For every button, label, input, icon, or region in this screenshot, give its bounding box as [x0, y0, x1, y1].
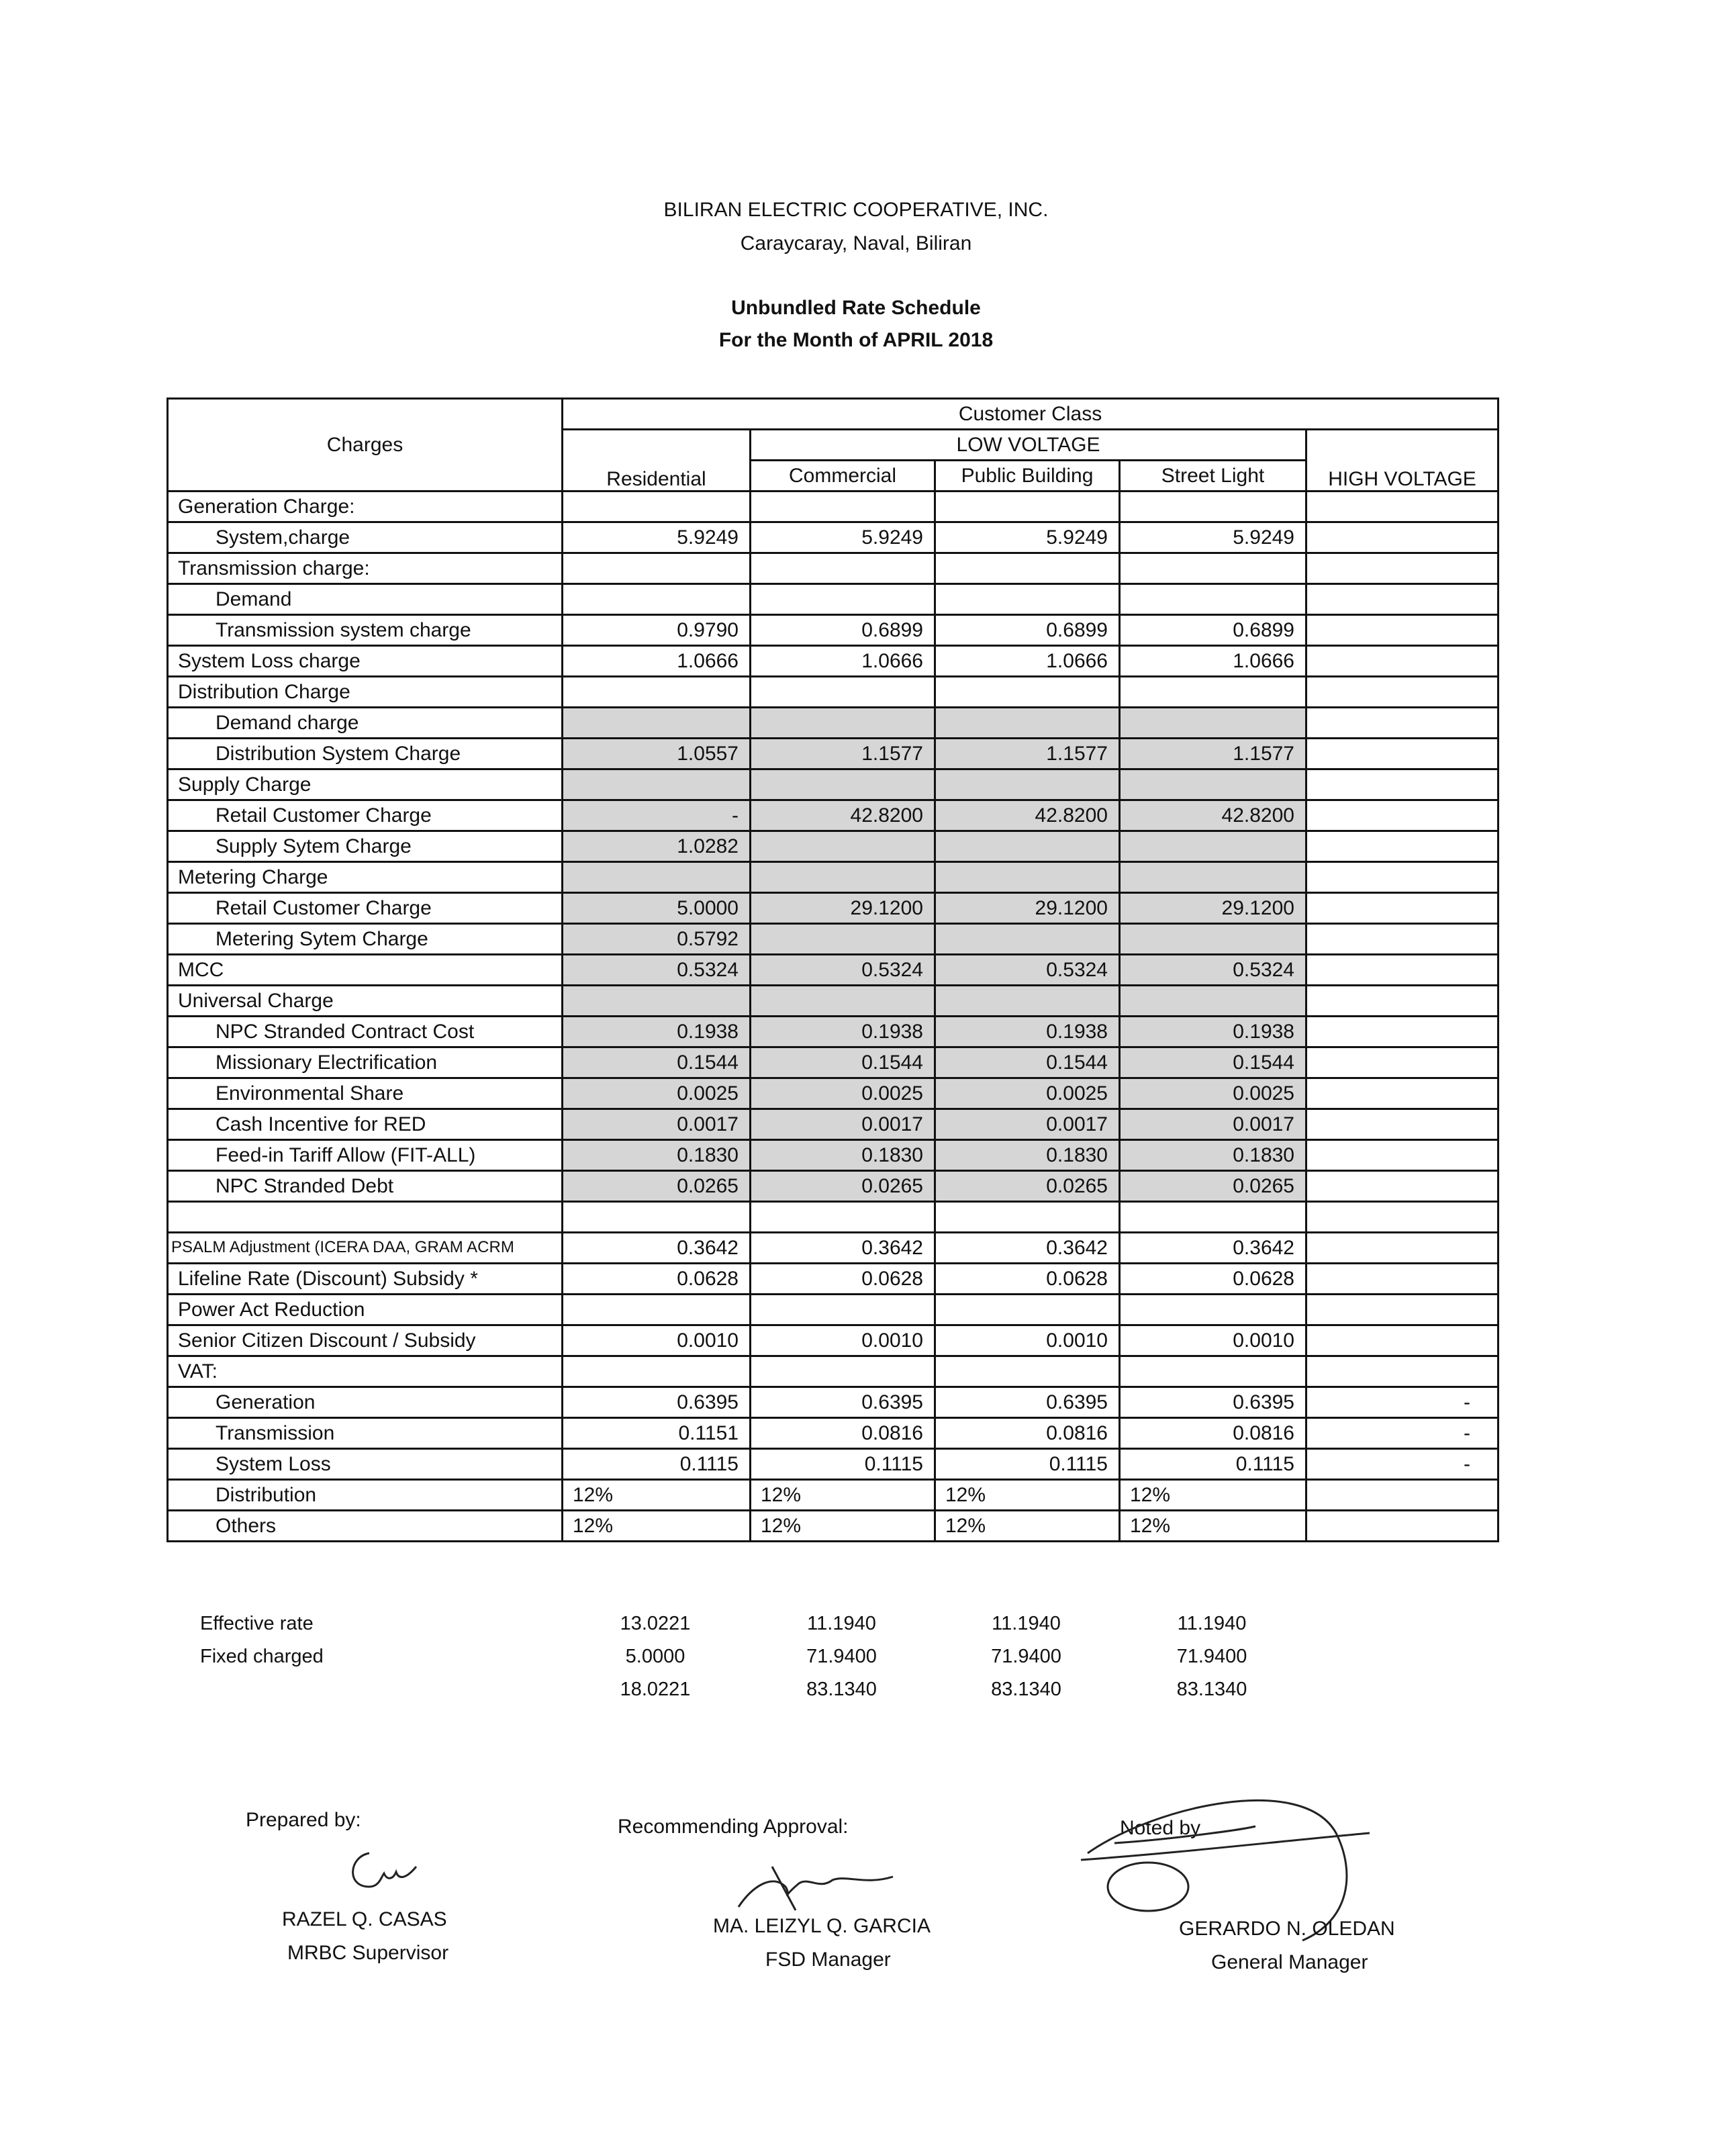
- rate-cell-public-building: 12%: [935, 1480, 1120, 1511]
- table-row: [168, 553, 1499, 584]
- rate-cell-residential: -: [563, 800, 751, 831]
- rate-cell-public-building: 0.1830: [935, 1140, 1120, 1171]
- rate-cell-street-light: 0.0816: [1120, 1418, 1306, 1449]
- rate-cell-public-building: 1.1577: [935, 739, 1120, 769]
- rate-cell-high-voltage: -: [1306, 1449, 1499, 1480]
- charge-label: VAT:: [168, 1356, 563, 1387]
- rate-cell-public-building: 0.0816: [935, 1418, 1120, 1449]
- rate-cell-street-light: [1120, 584, 1306, 615]
- organization-address: Caraycaray, Naval, Biliran: [740, 232, 972, 254]
- rate-cell-street-light: [1120, 862, 1306, 893]
- table-row: [168, 831, 1499, 862]
- table-row: [168, 1109, 1499, 1140]
- header-row-1: [168, 399, 1499, 430]
- charge-label: Retail Customer Charge: [168, 800, 563, 831]
- charge-label: Metering Charge: [168, 862, 563, 893]
- rate-schedule-table: [167, 397, 1499, 1542]
- table-row: [168, 1356, 1499, 1387]
- recommending-approval-position: FSD Manager: [765, 1949, 891, 1971]
- rate-cell-residential: 0.0017: [563, 1109, 751, 1140]
- rate-cell-high-voltage: [1306, 1325, 1499, 1356]
- table-row: [168, 584, 1499, 615]
- effective-street-light: 11.1940: [1177, 1613, 1247, 1634]
- rate-cell-street-light: 5.9249: [1120, 522, 1306, 553]
- fixed-high-voltage: [1305, 1640, 1497, 1673]
- rate-cell-high-voltage: [1306, 1295, 1499, 1325]
- rate-cell-high-voltage: [1306, 677, 1499, 708]
- rate-cell-street-light: 42.8200: [1120, 800, 1306, 831]
- rate-cell-residential: 0.0010: [563, 1325, 751, 1356]
- noted-by-position: General Manager: [1211, 1951, 1368, 1973]
- rate-cell-public-building: [935, 1202, 1120, 1233]
- rate-cell-commercial: [751, 924, 935, 955]
- rate-cell-street-light: 0.5324: [1120, 955, 1306, 986]
- charge-label: Lifeline Rate (Discount) Subsidy *: [168, 1264, 563, 1295]
- rate-cell-commercial: [751, 831, 935, 862]
- rate-cell-residential: 0.5792: [563, 924, 751, 955]
- total-commercial: 83.1340: [806, 1679, 877, 1700]
- noted-by-name: GERARDO N. OLEDAN: [1179, 1918, 1395, 1940]
- rate-cell-high-voltage: [1306, 1233, 1499, 1264]
- rate-cell-high-voltage: [1306, 1017, 1499, 1047]
- rate-cell-street-light: [1120, 831, 1306, 862]
- rate-cell-public-building: [935, 986, 1120, 1017]
- charge-label: Generation: [168, 1387, 563, 1418]
- rate-cell-public-building: 0.1938: [935, 1017, 1120, 1047]
- rate-cell-public-building: 0.0025: [935, 1078, 1120, 1109]
- fixed-charge-label: Fixed charged: [200, 1646, 324, 1667]
- table-row: [168, 708, 1499, 739]
- charge-label: Retail Customer Charge: [168, 893, 563, 924]
- rate-cell-street-light: 0.1938: [1120, 1017, 1306, 1047]
- charge-label: Cash Incentive for RED: [168, 1109, 563, 1140]
- rate-cell-public-building: [935, 862, 1120, 893]
- prepared-signature: [342, 1840, 436, 1900]
- rate-cell-public-building: 42.8200: [935, 800, 1120, 831]
- rate-cell-high-voltage: [1306, 1511, 1499, 1542]
- rate-cell-street-light: 12%: [1120, 1480, 1306, 1511]
- rate-cell-high-voltage: [1306, 615, 1499, 646]
- rate-cell-street-light: 1.1577: [1120, 739, 1306, 769]
- table-row: [168, 1078, 1499, 1109]
- rate-cell-high-voltage: [1306, 831, 1499, 862]
- rate-cell-high-voltage: [1306, 800, 1499, 831]
- effective-rate-label: Effective rate: [200, 1613, 314, 1634]
- rate-cell-public-building: 12%: [935, 1511, 1120, 1542]
- low-voltage-header: LOW VOLTAGE: [751, 430, 1306, 461]
- rate-cell-high-voltage: [1306, 1109, 1499, 1140]
- charge-label: Universal Charge: [168, 986, 563, 1017]
- charge-label: NPC Stranded Contract Cost: [168, 1017, 563, 1047]
- rate-cell-street-light: 0.1830: [1120, 1140, 1306, 1171]
- total-row: [167, 1673, 1497, 1706]
- rate-cell-residential: [563, 986, 751, 1017]
- rate-cell-high-voltage: -: [1306, 1418, 1499, 1449]
- rate-cell-street-light: [1120, 924, 1306, 955]
- rate-cell-residential: [563, 862, 751, 893]
- rate-cell-public-building: 0.1115: [935, 1449, 1120, 1480]
- table-row: [168, 522, 1499, 553]
- charge-label: Environmental Share: [168, 1078, 563, 1109]
- document-title: Unbundled Rate Schedule: [731, 297, 981, 319]
- charge-label: Demand charge: [168, 708, 563, 739]
- rate-cell-public-building: [935, 553, 1120, 584]
- rate-cell-residential: 0.3642: [563, 1233, 751, 1264]
- column-header-street-light: Street Light: [1120, 461, 1306, 491]
- rate-cell-residential: 1.0666: [563, 646, 751, 677]
- rate-cell-high-voltage: [1306, 1047, 1499, 1078]
- rate-cell-high-voltage: [1306, 986, 1499, 1017]
- table-row: [168, 615, 1499, 646]
- rate-cell-residential: 0.0628: [563, 1264, 751, 1295]
- charge-label: System Loss: [168, 1449, 563, 1480]
- charge-label: Distribution Charge: [168, 677, 563, 708]
- rate-cell-high-voltage: [1306, 491, 1499, 522]
- rate-cell-commercial: 0.3642: [751, 1233, 935, 1264]
- rate-cell-residential: 0.9790: [563, 615, 751, 646]
- rate-cell-commercial: 0.1830: [751, 1140, 935, 1171]
- noted-by-label: Noted by: [1120, 1817, 1201, 1839]
- charge-label: Generation Charge:: [168, 491, 563, 522]
- rate-cell-commercial: [751, 1356, 935, 1387]
- table-row: [168, 1171, 1499, 1202]
- organization-name: BILIRAN ELECTRIC COOPERATIVE, INC.: [663, 199, 1049, 221]
- high-voltage-header: HIGH VOLTAGE: [1306, 430, 1499, 491]
- rate-cell-public-building: [935, 677, 1120, 708]
- table-row: [168, 1325, 1499, 1356]
- table-row: [168, 1140, 1499, 1171]
- table-row: [168, 893, 1499, 924]
- rate-cell-high-voltage: [1306, 646, 1499, 677]
- rate-cell-high-voltage: [1306, 862, 1499, 893]
- total-label: [167, 1673, 561, 1706]
- document-subtitle: For the Month of APRIL 2018: [718, 329, 994, 351]
- column-header-residential: Residential: [563, 430, 751, 491]
- rate-cell-residential: [563, 677, 751, 708]
- rate-cell-commercial: 0.6395: [751, 1387, 935, 1418]
- rate-cell-public-building: 0.6899: [935, 615, 1120, 646]
- rate-cell-commercial: 0.0265: [751, 1171, 935, 1202]
- fixed-public-building: 71.9400: [991, 1646, 1061, 1667]
- rate-cell-commercial: 0.0816: [751, 1418, 935, 1449]
- charge-label: Transmission charge:: [168, 553, 563, 584]
- charge-label: Others: [168, 1511, 563, 1542]
- rate-cell-residential: [563, 553, 751, 584]
- rate-cell-street-light: [1120, 769, 1306, 800]
- rate-cell-street-light: 0.1544: [1120, 1047, 1306, 1078]
- charge-label: System,charge: [168, 522, 563, 553]
- table-row: [168, 1511, 1499, 1542]
- rate-cell-residential: 0.1544: [563, 1047, 751, 1078]
- effective-high-voltage: [1305, 1607, 1497, 1640]
- rate-cell-public-building: 0.0265: [935, 1171, 1120, 1202]
- rate-cell-street-light: [1120, 1356, 1306, 1387]
- rate-cell-commercial: [751, 1202, 935, 1233]
- rate-cell-commercial: 0.0025: [751, 1078, 935, 1109]
- rate-cell-commercial: 29.1200: [751, 893, 935, 924]
- rate-cell-street-light: 0.1115: [1120, 1449, 1306, 1480]
- rate-cell-commercial: 12%: [751, 1480, 935, 1511]
- rate-cell-street-light: [1120, 677, 1306, 708]
- charge-label: Power Act Reduction: [168, 1295, 563, 1325]
- charge-label: Senior Citizen Discount / Subsidy: [168, 1325, 563, 1356]
- charge-label: Supply Charge: [168, 769, 563, 800]
- rate-cell-commercial: 1.0666: [751, 646, 935, 677]
- rate-table-body: [168, 491, 1499, 1542]
- charges-header: Charges: [168, 399, 563, 491]
- rate-cell-commercial: 42.8200: [751, 800, 935, 831]
- rate-cell-public-building: 0.6395: [935, 1387, 1120, 1418]
- rate-cell-public-building: 5.9249: [935, 522, 1120, 553]
- rate-cell-commercial: 0.0017: [751, 1109, 935, 1140]
- total-public-building: 83.1340: [991, 1679, 1061, 1700]
- charge-label: Transmission: [168, 1418, 563, 1449]
- rate-cell-commercial: 0.1115: [751, 1449, 935, 1480]
- rate-cell-residential: 0.1115: [563, 1449, 751, 1480]
- charge-label: Transmission system charge: [168, 615, 563, 646]
- rate-cell-residential: 0.1938: [563, 1017, 751, 1047]
- customer-class-header: Customer Class: [563, 399, 1499, 430]
- rate-cell-commercial: 12%: [751, 1511, 935, 1542]
- charge-label: Distribution: [168, 1480, 563, 1511]
- table-row: [168, 677, 1499, 708]
- rate-cell-commercial: [751, 862, 935, 893]
- table-row: [168, 986, 1499, 1017]
- rate-cell-residential: 1.0282: [563, 831, 751, 862]
- table-row: [168, 1202, 1499, 1233]
- rate-cell-commercial: [751, 769, 935, 800]
- rate-cell-public-building: [935, 584, 1120, 615]
- rate-cell-residential: [563, 708, 751, 739]
- charge-label: System Loss charge: [168, 646, 563, 677]
- rate-cell-high-voltage: [1306, 1140, 1499, 1171]
- rate-cell-high-voltage: [1306, 1202, 1499, 1233]
- charge-label: NPC Stranded Debt: [168, 1171, 563, 1202]
- rate-cell-street-light: 0.0628: [1120, 1264, 1306, 1295]
- charge-label: [168, 1202, 563, 1233]
- rate-cell-commercial: [751, 584, 935, 615]
- rate-cell-street-light: 0.0010: [1120, 1325, 1306, 1356]
- column-header-public-building: Public Building: [935, 461, 1120, 491]
- prepared-by-label: Prepared by:: [246, 1809, 361, 1831]
- rate-cell-commercial: 0.1938: [751, 1017, 935, 1047]
- rate-cell-street-light: [1120, 491, 1306, 522]
- rate-cell-street-light: 0.6899: [1120, 615, 1306, 646]
- rate-cell-public-building: [935, 769, 1120, 800]
- rate-cell-high-voltage: [1306, 1171, 1499, 1202]
- table-row: [168, 1047, 1499, 1078]
- rate-cell-commercial: [751, 708, 935, 739]
- fixed-residential: 5.0000: [625, 1646, 685, 1667]
- rate-cell-high-voltage: [1306, 739, 1499, 769]
- rate-cell-street-light: 0.6395: [1120, 1387, 1306, 1418]
- recommending-approval-label: Recommending Approval:: [618, 1816, 849, 1838]
- rate-cell-public-building: 0.3642: [935, 1233, 1120, 1264]
- rate-cell-commercial: 0.6899: [751, 615, 935, 646]
- rate-cell-public-building: [935, 708, 1120, 739]
- total-street-light: 83.1340: [1176, 1679, 1247, 1700]
- rate-cell-street-light: [1120, 708, 1306, 739]
- rate-cell-residential: [563, 584, 751, 615]
- rate-cell-street-light: 29.1200: [1120, 893, 1306, 924]
- table-row: [168, 924, 1499, 955]
- rate-cell-street-light: [1120, 986, 1306, 1017]
- rate-cell-high-voltage: [1306, 708, 1499, 739]
- rate-cell-residential: 5.0000: [563, 893, 751, 924]
- table-row: [168, 800, 1499, 831]
- effective-rate-row: [167, 1607, 1497, 1640]
- rate-cell-high-voltage: [1306, 769, 1499, 800]
- rate-cell-public-building: [935, 491, 1120, 522]
- rate-cell-high-voltage: [1306, 1480, 1499, 1511]
- rate-cell-residential: 0.0265: [563, 1171, 751, 1202]
- fixed-street-light: 71.9400: [1176, 1646, 1247, 1667]
- rate-cell-commercial: 0.5324: [751, 955, 935, 986]
- rate-cell-public-building: [935, 1356, 1120, 1387]
- charge-label: Demand: [168, 584, 563, 615]
- rate-cell-residential: [563, 1202, 751, 1233]
- rate-cell-residential: [563, 769, 751, 800]
- rate-cell-street-light: [1120, 1295, 1306, 1325]
- table-row: [168, 769, 1499, 800]
- rate-cell-high-voltage: [1306, 924, 1499, 955]
- rate-cell-public-building: 0.5324: [935, 955, 1120, 986]
- rate-cell-commercial: 0.0628: [751, 1264, 935, 1295]
- rate-cell-residential: 5.9249: [563, 522, 751, 553]
- rate-cell-residential: [563, 491, 751, 522]
- rate-cell-public-building: 0.0017: [935, 1109, 1120, 1140]
- charge-label: Distribution System Charge: [168, 739, 563, 769]
- rate-cell-high-voltage: [1306, 553, 1499, 584]
- rate-cell-commercial: 0.1544: [751, 1047, 935, 1078]
- effective-public-building: 11.1940: [992, 1613, 1061, 1634]
- prepared-by-position: MRBC Supervisor: [287, 1942, 449, 1964]
- rate-cell-public-building: 29.1200: [935, 893, 1120, 924]
- rate-cell-high-voltage: [1306, 955, 1499, 986]
- rate-cell-commercial: [751, 491, 935, 522]
- rate-cell-residential: 0.0025: [563, 1078, 751, 1109]
- rate-cell-residential: 12%: [563, 1511, 751, 1542]
- charge-label: Missionary Electrification: [168, 1047, 563, 1078]
- column-header-commercial: Commercial: [751, 461, 935, 491]
- table-row: [168, 1449, 1499, 1480]
- table-row: [168, 646, 1499, 677]
- rate-cell-residential: 1.0557: [563, 739, 751, 769]
- table-row: [168, 491, 1499, 522]
- rate-cell-commercial: 0.0010: [751, 1325, 935, 1356]
- effective-residential: 13.0221: [620, 1613, 691, 1634]
- rate-cell-public-building: [935, 1295, 1120, 1325]
- rate-cell-residential: 0.1830: [563, 1140, 751, 1171]
- prepared-by-name: RAZEL Q. CASAS: [282, 1908, 447, 1930]
- table-row: [168, 1295, 1499, 1325]
- table-row: [168, 955, 1499, 986]
- rate-cell-street-light: 12%: [1120, 1511, 1306, 1542]
- rate-cell-commercial: [751, 553, 935, 584]
- rate-cell-commercial: [751, 986, 935, 1017]
- charge-label: Feed-in Tariff Allow (FIT-ALL): [168, 1140, 563, 1171]
- table-row: [168, 862, 1499, 893]
- charge-label: Supply Sytem Charge: [168, 831, 563, 862]
- rate-cell-residential: 0.6395: [563, 1387, 751, 1418]
- rate-cell-street-light: 0.3642: [1120, 1233, 1306, 1264]
- rate-cell-street-light: 0.0265: [1120, 1171, 1306, 1202]
- rate-cell-street-light: [1120, 553, 1306, 584]
- fixed-commercial: 71.9400: [806, 1646, 877, 1667]
- total-high-voltage: [1305, 1673, 1497, 1706]
- charge-label: Metering Sytem Charge: [168, 924, 563, 955]
- table-row: [168, 1233, 1499, 1264]
- rate-cell-street-light: 1.0666: [1120, 646, 1306, 677]
- rate-cell-street-light: [1120, 1202, 1306, 1233]
- rate-cell-high-voltage: [1306, 1356, 1499, 1387]
- rate-cell-public-building: 0.1544: [935, 1047, 1120, 1078]
- table-row: [168, 1480, 1499, 1511]
- rate-cell-high-voltage: [1306, 584, 1499, 615]
- rate-cell-residential: 0.5324: [563, 955, 751, 986]
- table-row: [168, 1017, 1499, 1047]
- rate-cell-street-light: 0.0017: [1120, 1109, 1306, 1140]
- rate-cell-high-voltage: -: [1306, 1387, 1499, 1418]
- rate-cell-residential: [563, 1356, 751, 1387]
- rate-cell-high-voltage: [1306, 1264, 1499, 1295]
- rate-cell-commercial: [751, 1295, 935, 1325]
- fixed-charge-row: [167, 1640, 1497, 1673]
- charge-label: MCC: [168, 955, 563, 986]
- table-row: [168, 1418, 1499, 1449]
- rate-cell-commercial: [751, 677, 935, 708]
- rate-cell-high-voltage: [1306, 1078, 1499, 1109]
- rate-cell-public-building: [935, 924, 1120, 955]
- total-residential: 18.0221: [620, 1679, 691, 1700]
- table-row: [168, 1264, 1499, 1295]
- recommending-approval-name: MA. LEIZYL Q. GARCIA: [713, 1915, 931, 1937]
- rate-cell-high-voltage: [1306, 893, 1499, 924]
- rate-cell-public-building: [935, 831, 1120, 862]
- effective-commercial: 11.1940: [807, 1613, 876, 1634]
- table-row: [168, 1387, 1499, 1418]
- rate-cell-public-building: 0.0628: [935, 1264, 1120, 1295]
- rate-cell-residential: 0.1151: [563, 1418, 751, 1449]
- rate-cell-commercial: 1.1577: [751, 739, 935, 769]
- totals-table: [167, 1607, 1497, 1706]
- rate-cell-street-light: 0.0025: [1120, 1078, 1306, 1109]
- rate-cell-high-voltage: [1306, 522, 1499, 553]
- table-row: [168, 739, 1499, 769]
- rate-cell-public-building: 0.0010: [935, 1325, 1120, 1356]
- rate-cell-residential: [563, 1295, 751, 1325]
- rate-cell-residential: 12%: [563, 1480, 751, 1511]
- rate-cell-commercial: 5.9249: [751, 522, 935, 553]
- charge-label: PSALM Adjustment (ICERA DAA, GRAM ACRM: [168, 1233, 563, 1264]
- rate-cell-public-building: 1.0666: [935, 646, 1120, 677]
- recommending-signature: [732, 1860, 906, 1920]
